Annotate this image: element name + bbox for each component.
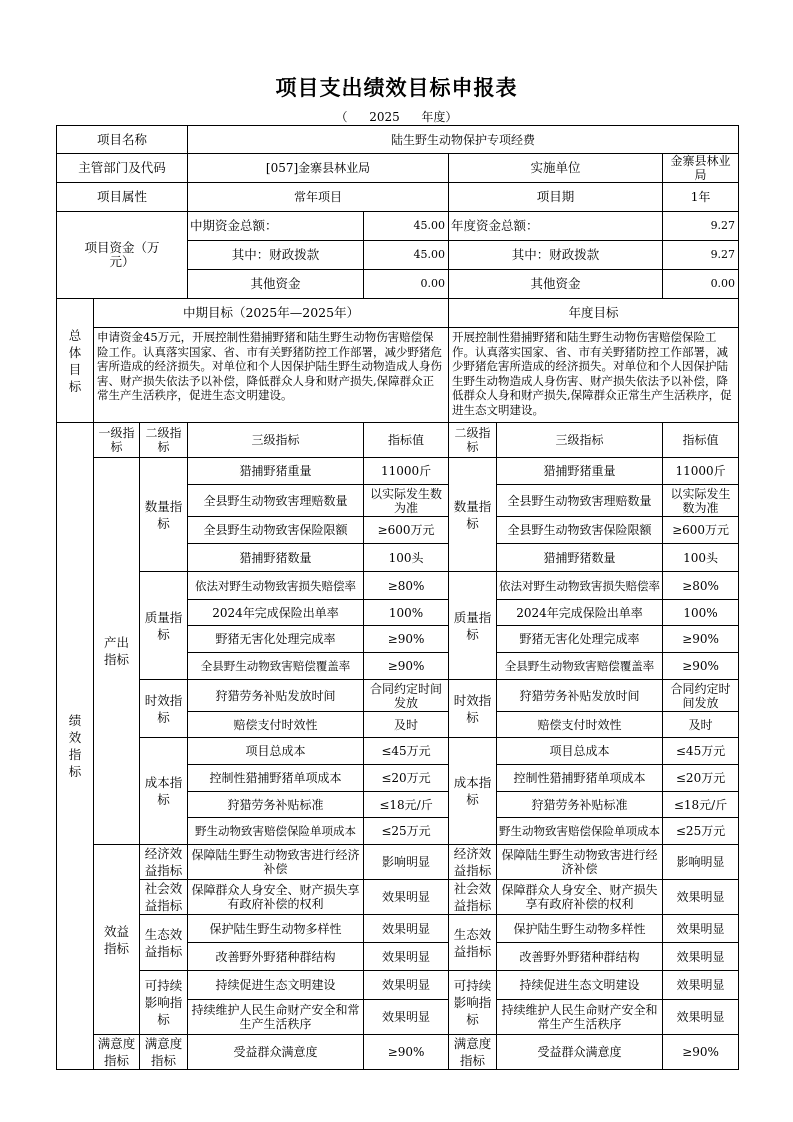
econ-category: 经济效益指标 xyxy=(140,845,188,880)
indicator-value: 效果明显 xyxy=(364,943,449,971)
indicator-name-yr: 2024年完成保险出单率 xyxy=(497,600,663,626)
quality-category: 质量指标 xyxy=(140,572,188,680)
indicator-name: 保护陆生野生动物多样性 xyxy=(188,915,364,943)
indicator-name: 狩猎劳务补贴标准 xyxy=(188,792,364,818)
indicator-name: 猎捕野猪数量 xyxy=(188,544,364,572)
indicator-name-yr: 狩猎劳务补贴标准 xyxy=(497,792,663,818)
indicator-value: ≥600万元 xyxy=(364,517,449,544)
indicator-name-yr: 野生动物致害赔偿保险单项成本 xyxy=(497,818,663,845)
year-line xyxy=(0,108,793,125)
yr-other-value: 0.00 xyxy=(663,270,739,299)
indicator-value-yr: 合同约定时间发放 xyxy=(663,680,739,712)
indicator-value: ≥90% xyxy=(364,626,449,653)
indicator-name: 野猪无害化处理完成率 xyxy=(188,626,364,653)
indicator-name: 全县野生动物致害保险限额 xyxy=(188,517,364,544)
indicator-value: 11000斤 xyxy=(364,458,449,485)
mid-total-label: 中期资金总额： xyxy=(188,212,364,241)
indicator-name-yr: 保障陆生野生动物致害进行经济补偿 xyxy=(497,845,663,880)
impl-value: 金寨县林业局 xyxy=(663,154,739,183)
indicator-value-yr: ≥90% xyxy=(663,1035,739,1070)
mid-fiscal-label: 其中：财政拨款 xyxy=(188,241,364,270)
quantity-category: 数量指标 xyxy=(140,458,188,572)
indicator-name-yr: 赔偿支付时效性 xyxy=(497,712,663,738)
indicator-name-yr: 全县野生动物致害保险限额 xyxy=(497,517,663,544)
indicator-value-yr: 以实际发生数为准 xyxy=(663,485,739,517)
indicator-value-yr: 11000斤 xyxy=(663,458,739,485)
output-indicator-label: 产出指标 xyxy=(94,458,140,845)
indicator-value: 100头 xyxy=(364,544,449,572)
header-value: 指标值 xyxy=(364,423,449,458)
dept-label: 主管部门及代码 xyxy=(57,154,188,183)
mid-fiscal-value: 45.00 xyxy=(364,241,449,270)
indicator-name: 全县野生动物致害理赔数量 xyxy=(188,485,364,517)
mid-other-label: 其他资金 xyxy=(188,270,364,299)
indicator-value-yr: ≤25万元 xyxy=(663,818,739,845)
report-year: 2025 xyxy=(369,110,400,124)
indicator-name: 受益群众满意度 xyxy=(188,1035,364,1070)
yr-other-label: 其他资金 xyxy=(449,270,663,299)
indicator-value-yr: 效果明显 xyxy=(663,880,739,915)
indicator-name-yr: 改善野外野猪种群结构 xyxy=(497,943,663,971)
indicator-name-yr: 受益群众满意度 xyxy=(497,1035,663,1070)
indicator-value: 效果明显 xyxy=(364,971,449,1000)
cost-category: 成本指标 xyxy=(140,738,188,845)
yr-fiscal-value: 9.27 xyxy=(663,241,739,270)
mid-goal-text: 申请资金45万元，开展控制性猎捕野猪和陆生野生动物伤害赔偿保险工作。认真落实国家、省、市有关野猪防控工作部署，减少野猪危害所造成的经济损失。对单位和个人因保护陆生野生动物造成人身伤害、财产损失依法予以补偿，降低群众人身和财产损失,保障群众正常生产生活秩序，促进生态文明建设。 xyxy=(94,328,449,423)
yr-goal-header: 年度目标 xyxy=(449,299,739,328)
mid-goal-header: 中期目标（2025年—2025年） xyxy=(94,299,449,328)
yr-total-value: 9.27 xyxy=(663,212,739,241)
indicator-value-yr: ≤18元/斤 xyxy=(663,792,739,818)
satisfy-category-yr: 满意度指标 xyxy=(449,1035,497,1070)
project-name-label: 项目名称 xyxy=(57,126,188,154)
indicator-value-yr: 效果明显 xyxy=(663,1000,739,1035)
indicator-name: 赔偿支付时效性 xyxy=(188,712,364,738)
indicator-section-label: 绩效指标 xyxy=(57,423,94,1070)
indicator-value: 及时 xyxy=(364,712,449,738)
benefit-indicator-label: 效益指标 xyxy=(94,845,140,1035)
indicator-value-yr: ≥80% xyxy=(663,572,739,600)
cost-category-yr: 成本指标 xyxy=(449,738,497,845)
dept-value: [057]金寨县林业局 xyxy=(188,154,449,183)
indicator-value-yr: 100% xyxy=(663,600,739,626)
yr-fiscal-label: 其中：财政拨款 xyxy=(449,241,663,270)
period-label: 项目期 xyxy=(449,183,663,212)
indicator-value-yr: ≤20万元 xyxy=(663,765,739,792)
header-level2: 二级指标 xyxy=(140,423,188,458)
header-level3: 三级指标 xyxy=(188,423,364,458)
indicator-value: ≥90% xyxy=(364,653,449,680)
eco-category: 生态效益指标 xyxy=(140,915,188,971)
indicator-name-yr: 保护陆生野生动物多样性 xyxy=(497,915,663,943)
year-open: （ xyxy=(335,110,348,124)
attr-label: 项目属性 xyxy=(57,183,188,212)
indicator-value: ≤20万元 xyxy=(364,765,449,792)
indicator-name-yr: 控制性猎捕野猪单项成本 xyxy=(497,765,663,792)
indicator-name-yr: 依法对野生动物致害损失赔偿率 xyxy=(497,572,663,600)
indicator-name: 2024年完成保险出单率 xyxy=(188,600,364,626)
indicator-value: 合同约定时间发放 xyxy=(364,680,449,712)
indicator-value-yr: ≥600万元 xyxy=(663,517,739,544)
sustain-category: 可持续影响指标 xyxy=(140,971,188,1035)
mid-total-value: 45.00 xyxy=(364,212,449,241)
econ-category-yr: 经济效益指标 xyxy=(449,845,497,880)
indicator-name: 保障陆生野生动物致害进行经济补偿 xyxy=(188,845,364,880)
indicator-value-yr: 影响明显 xyxy=(663,845,739,880)
indicator-value: 效果明显 xyxy=(364,915,449,943)
indicator-name-yr: 野猪无害化处理完成率 xyxy=(497,626,663,653)
indicator-name-yr: 保障群众人身安全、财产损失享有政府补偿的权利 xyxy=(497,880,663,915)
indicator-name: 持续维护人民生命财产安全和常生产生活秩序 xyxy=(188,1000,364,1035)
indicator-name-yr: 全县野生动物致害赔偿覆盖率 xyxy=(497,653,663,680)
year-unit: 年度） xyxy=(421,110,458,124)
indicator-name-yr: 持续促进生态文明建设 xyxy=(497,971,663,1000)
indicator-value: 效果明显 xyxy=(364,880,449,915)
header-level3-yr: 三级指标 xyxy=(497,423,663,458)
indicator-value: 效果明显 xyxy=(364,1000,449,1035)
yr-goal-text: 开展控制性猎捕野猪和陆生野生动物伤害赔偿保险工作。认真落实国家、省、市有关野猪防控工作部署，减少野猪危害所造成的经济损失。对单位和个人因保护陆生野生动物造成人身伤害、财产损失依法予以补偿，降低群众人身和财产损失,保障群众正常生产生活秩序，促进生态文明建设。 xyxy=(449,328,739,423)
page-title: 项目支出绩效目标申报表 xyxy=(275,75,518,100)
header-level1: 一级指标 xyxy=(94,423,140,458)
indicator-name-yr: 猎捕野猪数量 xyxy=(497,544,663,572)
quantity-category-yr: 数量指标 xyxy=(449,458,497,572)
header-value-yr: 指标值 xyxy=(663,423,739,458)
indicator-value-yr: ≥90% xyxy=(663,626,739,653)
period-value: 1年 xyxy=(663,183,739,212)
indicator-name: 控制性猎捕野猪单项成本 xyxy=(188,765,364,792)
indicator-name-yr: 持续维护人民生命财产安全和常生产生活秩序 xyxy=(497,1000,663,1035)
indicator-name-yr: 猎捕野猪重量 xyxy=(497,458,663,485)
indicator-name-yr: 狩猎劳务补贴发放时间 xyxy=(497,680,663,712)
indicator-name: 持续促进生态文明建设 xyxy=(188,971,364,1000)
eco-category-yr: 生态效益指标 xyxy=(449,915,497,971)
project-name-value: 陆生野生动物保护专项经费 xyxy=(188,126,739,154)
indicator-value: ≤45万元 xyxy=(364,738,449,765)
satisfy-category: 满意度指标 xyxy=(140,1035,188,1070)
mid-other-value: 0.00 xyxy=(364,270,449,299)
indicator-value-yr: 效果明显 xyxy=(663,971,739,1000)
indicator-name: 猎捕野猪重量 xyxy=(188,458,364,485)
attr-value: 常年项目 xyxy=(188,183,449,212)
social-category-yr: 社会效益指标 xyxy=(449,880,497,915)
indicator-value: ≤18元/斤 xyxy=(364,792,449,818)
satisfaction-indicator-label: 满意度指标 xyxy=(94,1035,140,1070)
overall-goal-label: 总体目标 xyxy=(57,299,94,423)
indicator-value-yr: ≥90% xyxy=(663,653,739,680)
indicator-value-yr: 效果明显 xyxy=(663,943,739,971)
indicator-name: 依法对野生动物致害损失赔偿率 xyxy=(188,572,364,600)
indicator-value: 影响明显 xyxy=(364,845,449,880)
impl-label: 实施单位 xyxy=(449,154,663,183)
indicator-value: ≥90% xyxy=(364,1035,449,1070)
yr-total-label: 年度资金总额： xyxy=(449,212,663,241)
indicator-name: 保障群众人身安全、财产损失享有政府补偿的权利 xyxy=(188,880,364,915)
indicator-name: 改善野外野猪种群结构 xyxy=(188,943,364,971)
indicator-value-yr: 100头 xyxy=(663,544,739,572)
indicator-name: 狩猎劳务补贴发放时间 xyxy=(188,680,364,712)
social-category: 社会效益指标 xyxy=(140,880,188,915)
sustain-category-yr: 可持续影响指标 xyxy=(449,971,497,1035)
indicator-value-yr: 及时 xyxy=(663,712,739,738)
quality-category-yr: 质量指标 xyxy=(449,572,497,680)
indicator-name-yr: 项目总成本 xyxy=(497,738,663,765)
indicator-value: ≥80% xyxy=(364,572,449,600)
indicator-value: 以实际发生数为准 xyxy=(364,485,449,517)
indicator-value-yr: ≤45万元 xyxy=(663,738,739,765)
indicator-name: 项目总成本 xyxy=(188,738,364,765)
funds-label: 项目资金（万元） xyxy=(57,212,188,299)
indicator-value: ≤25万元 xyxy=(364,818,449,845)
time-category-yr: 时效指标 xyxy=(449,680,497,738)
indicator-name: 野生动物致害赔偿保险单项成本 xyxy=(188,818,364,845)
header-level2-yr: 二级指标 xyxy=(449,423,497,458)
performance-table xyxy=(56,125,739,1070)
time-category: 时效指标 xyxy=(140,680,188,738)
indicator-value-yr: 效果明显 xyxy=(663,915,739,943)
indicator-value: 100% xyxy=(364,600,449,626)
indicator-name: 全县野生动物致害赔偿覆盖率 xyxy=(188,653,364,680)
indicator-name-yr: 全县野生动物致害理赔数量 xyxy=(497,485,663,517)
